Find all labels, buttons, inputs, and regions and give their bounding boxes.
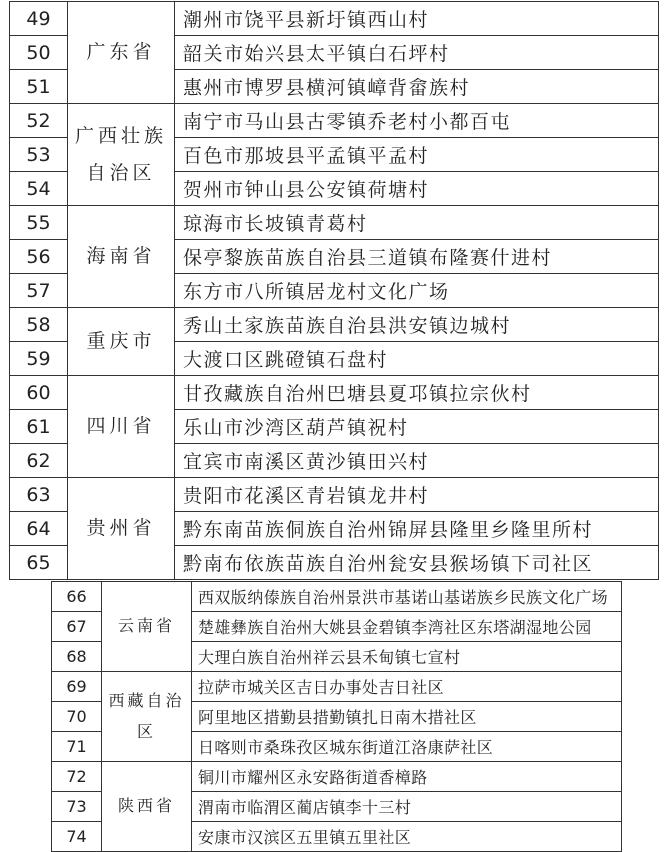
row-number: 70 [52, 702, 102, 732]
province-cell: 广东省 [68, 2, 175, 104]
place-cell: 潮州市饶平县新圩镇西山村 [175, 2, 659, 36]
table-row [52, 582, 622, 612]
place-cell: 阿里地区措勤县措勤镇扎日南木措社区 [192, 702, 622, 732]
row-number: 62 [10, 444, 68, 478]
place-cell: 甘孜藏族自治州巴塘县夏邛镇拉宗伙村 [175, 376, 659, 410]
place-cell: 琼海市长坡镇青葛村 [175, 206, 659, 240]
row-number: 52 [10, 104, 68, 138]
province-cell: 广西壮族自治区 [68, 104, 175, 206]
place-cell: 贺州市钟山县公安镇荷塘村 [175, 172, 659, 206]
row-number: 53 [10, 138, 68, 172]
row-number: 68 [52, 642, 102, 672]
place-cell: 秀山土家族苗族自治县洪安镇边城村 [175, 308, 659, 342]
row-number: 73 [52, 792, 102, 822]
row-number: 49 [10, 2, 68, 36]
row-number: 57 [10, 274, 68, 308]
place-cell: 黔南布依族苗族自治州瓮安县猴场镇下司社区 [175, 546, 659, 580]
place-cell: 安康市汉滨区五里镇五里社区 [192, 822, 622, 852]
place-cell: 日喀则市桑珠孜区城东街道江洛康萨社区 [192, 732, 622, 762]
row-number: 54 [10, 172, 68, 206]
place-cell: 黔东南苗族侗族自治州锦屏县隆里乡隆里所村 [175, 512, 659, 546]
place-cell: 韶关市始兴县太平镇白石坪村 [175, 36, 659, 70]
table-row [52, 672, 622, 702]
row-number: 66 [52, 582, 102, 612]
place-cell: 楚雄彝族自治州大姚县金碧镇李湾社区东塔湖湿地公园 [192, 612, 622, 642]
province-cell: 云南省 [102, 582, 192, 672]
row-number: 56 [10, 240, 68, 274]
row-number: 51 [10, 70, 68, 104]
row-number: 63 [10, 478, 68, 512]
row-number: 50 [10, 36, 68, 70]
place-cell: 保亭黎族苗族自治县三道镇布隆赛什进村 [175, 240, 659, 274]
place-cell: 铜川市耀州区永安路街道香樟路 [192, 762, 622, 792]
village-list-table-top [9, 1, 659, 580]
province-cell: 陕西省 [102, 762, 192, 852]
table-row [10, 206, 659, 240]
row-number: 72 [52, 762, 102, 792]
province-cell: 重庆市 [68, 308, 175, 376]
row-number: 61 [10, 410, 68, 444]
table-row [10, 376, 659, 410]
place-cell: 百色市那坡县平孟镇平孟村 [175, 138, 659, 172]
row-number: 64 [10, 512, 68, 546]
row-number: 59 [10, 342, 68, 376]
place-cell: 拉萨市城关区吉日办事处吉日社区 [192, 672, 622, 702]
row-number: 65 [10, 546, 68, 580]
table-row [52, 762, 622, 792]
row-number: 67 [52, 612, 102, 642]
place-cell: 大渡口区跳磴镇石盘村 [175, 342, 659, 376]
table-row [10, 478, 659, 512]
row-number: 55 [10, 206, 68, 240]
table-row [10, 308, 659, 342]
province-cell: 四川省 [68, 376, 175, 478]
place-cell: 大理白族自治州祥云县禾甸镇七宣村 [192, 642, 622, 672]
row-number: 71 [52, 732, 102, 762]
row-number: 60 [10, 376, 68, 410]
province-cell: 西藏自治区 [102, 672, 192, 762]
place-cell: 西双版纳傣族自治州景洪市基诺山基诺族乡民族文化广场 [192, 582, 622, 612]
row-number: 58 [10, 308, 68, 342]
place-cell: 南宁市马山县古零镇乔老村小都百屯 [175, 104, 659, 138]
place-cell: 惠州市博罗县横河镇嶂背畲族村 [175, 70, 659, 104]
place-cell: 渭南市临渭区蔺店镇李十三村 [192, 792, 622, 822]
province-cell: 贵州省 [68, 478, 175, 580]
table-row [10, 104, 659, 138]
table-row [10, 2, 659, 36]
village-list-table-bottom [51, 581, 622, 852]
row-number: 69 [52, 672, 102, 702]
place-cell: 乐山市沙湾区葫芦镇祝村 [175, 410, 659, 444]
place-cell: 宜宾市南溪区黄沙镇田兴村 [175, 444, 659, 478]
place-cell: 东方市八所镇居龙村文化广场 [175, 274, 659, 308]
row-number: 74 [52, 822, 102, 852]
place-cell: 贵阳市花溪区青岩镇龙井村 [175, 478, 659, 512]
province-cell: 海南省 [68, 206, 175, 308]
